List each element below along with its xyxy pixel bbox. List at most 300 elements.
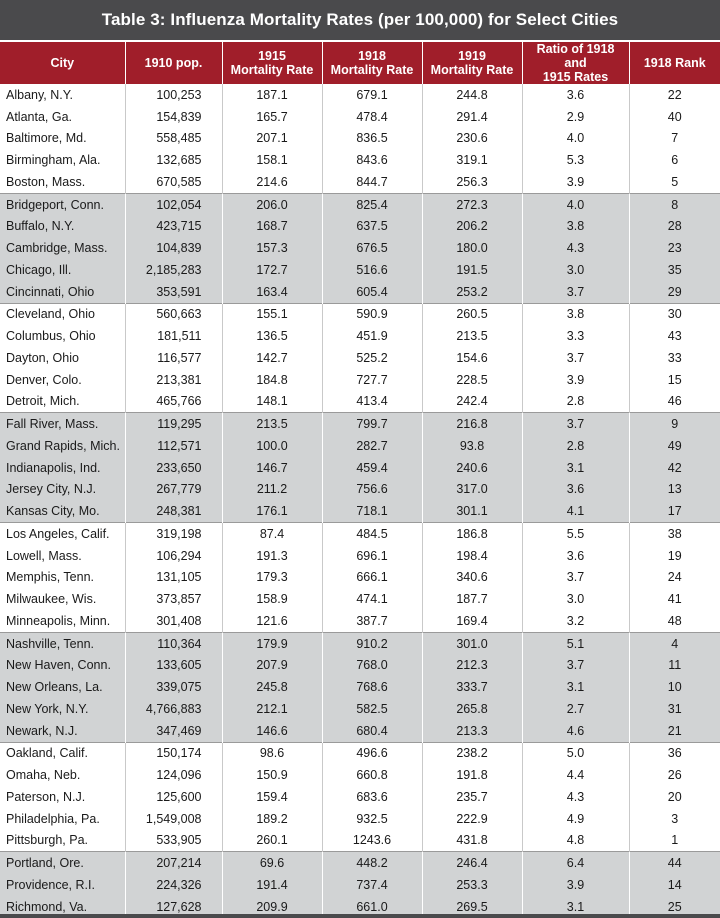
table-row	[0, 676, 720, 698]
ratio-cell: 3.9	[522, 369, 629, 391]
rate-1918-cell: 474.1	[322, 588, 422, 610]
pop-cell: 319,198	[125, 523, 222, 545]
rate-1918-cell: 448.2	[322, 852, 422, 874]
city-cell: Dayton, Ohio	[0, 347, 125, 369]
rank-cell: 14	[629, 874, 720, 896]
rank-cell: 28	[629, 216, 720, 238]
rank-cell: 10	[629, 676, 720, 698]
rate-1918-cell: 637.5	[322, 216, 422, 238]
rank-cell: 44	[629, 852, 720, 874]
rank-cell: 40	[667, 109, 682, 124]
rank-cell: 20	[667, 789, 682, 804]
rate-1915-cell: 142.7	[222, 347, 322, 369]
city-cell: Minneapolis, Minn.	[0, 610, 125, 632]
table-row	[0, 567, 720, 589]
rate-1915-cell: 98.6	[222, 742, 322, 764]
rate-1919-cell: 340.6	[422, 567, 522, 589]
header-ratio	[522, 42, 629, 84]
rate-1919-cell: 431.8	[422, 830, 522, 852]
table-row	[0, 391, 720, 413]
rate-1918-cell: 496.6	[322, 742, 422, 764]
ratio-cell: 3.6	[522, 545, 629, 567]
ratio-cell: 4.6	[522, 720, 629, 742]
rate-1919-cell: 319.1	[422, 149, 522, 171]
header-ratio-line2: 1915 Rates	[542, 70, 609, 84]
ratio-cell: 4.0	[522, 128, 629, 150]
rate-1919-cell: 213.3	[422, 720, 522, 742]
rate-1919-cell: 230.6	[422, 128, 522, 150]
rate-1918-cell: 683.6	[322, 786, 422, 808]
city-cell: New Haven, Conn.	[0, 655, 125, 677]
rate-1919-cell: 93.8	[422, 435, 522, 457]
ratio-cell: 4.8	[522, 830, 629, 852]
header-1915	[222, 42, 322, 84]
rate-1915-cell: 245.8	[222, 676, 322, 698]
pop-cell: 533,905	[125, 830, 222, 852]
rank-cell: 13	[629, 479, 720, 501]
rate-1915-cell: 168.7	[222, 216, 322, 238]
rate-1915-cell: 179.9	[222, 632, 322, 654]
city-cell: Los Angeles, Calif.	[0, 523, 125, 545]
city-cell: Memphis, Tenn.	[0, 567, 125, 589]
city-cell: Indianapolis, Ind.	[0, 457, 125, 479]
rate-1915-cell: 157.3	[222, 237, 322, 259]
rate-1919-cell: 187.7	[422, 588, 522, 610]
pop-cell: 373,857	[125, 588, 222, 610]
rank-cell: 23	[629, 237, 720, 259]
table-row	[0, 435, 720, 457]
rank-cell: 15	[667, 372, 682, 387]
city-cell: Providence, R.I.	[0, 874, 125, 896]
header-row	[0, 42, 720, 84]
pop-cell: 301,408	[125, 610, 222, 632]
rate-1915-cell: 212.1	[222, 698, 322, 720]
ratio-cell: 3.1	[522, 896, 629, 918]
header-1915-year: 1915	[258, 49, 286, 63]
table-row	[0, 545, 720, 567]
pop-cell: 339,075	[125, 676, 222, 698]
rank-cell: 26	[667, 768, 682, 783]
table-row	[0, 610, 720, 632]
rate-1918-cell: 843.6	[322, 149, 422, 171]
pop-cell: 133,605	[125, 655, 222, 677]
rate-1915-cell: 189.2	[222, 808, 322, 830]
rate-1915-cell: 172.7	[222, 259, 322, 281]
rate-1918-cell: 910.2	[322, 632, 422, 654]
pop-cell: 353,591	[125, 281, 222, 303]
ratio-cell: 3.7	[522, 655, 629, 677]
pop-cell: 124,096	[125, 764, 222, 786]
rate-1919-cell: 235.7	[422, 786, 522, 808]
city-cell: Cincinnati, Ohio	[0, 281, 125, 303]
rank-cell: 7	[671, 131, 679, 146]
rank-cell: 35	[629, 259, 720, 281]
pop-cell: 125,600	[125, 786, 222, 808]
pop-cell: 116,577	[125, 347, 222, 369]
ratio-cell: 3.1	[522, 676, 629, 698]
ratio-cell: 4.4	[522, 764, 629, 786]
rate-1919-cell: 333.7	[422, 676, 522, 698]
table-row	[0, 852, 720, 874]
rate-1915-cell: 206.0	[222, 193, 322, 215]
city-cell: Bridgeport, Conn.	[0, 193, 125, 215]
rate-1919-cell: 253.2	[422, 281, 522, 303]
pop-cell: 110,364	[125, 632, 222, 654]
rate-1915-cell: 187.1	[222, 84, 322, 106]
city-cell: Birmingham, Ala.	[0, 149, 125, 171]
rate-1915-cell: 121.6	[222, 610, 322, 632]
table-row	[0, 720, 720, 742]
rate-1919-cell: 228.5	[422, 369, 522, 391]
city-cell: New York, N.Y.	[0, 698, 125, 720]
rate-1918-cell: 718.1	[322, 500, 422, 522]
rank-cell: 21	[629, 720, 720, 742]
city-cell: Grand Rapids, Mich.	[0, 435, 125, 457]
rate-1915-cell: 100.0	[222, 435, 322, 457]
rate-1915-cell: 158.9	[222, 588, 322, 610]
pop-cell: 2,185,283	[125, 259, 222, 281]
pop-cell: 104,839	[125, 237, 222, 259]
rate-1919-cell: 198.4	[422, 545, 522, 567]
table-row	[0, 500, 720, 522]
rate-1918-cell: 666.1	[322, 567, 422, 589]
rate-1918-cell: 825.4	[322, 193, 422, 215]
ratio-cell: 3.8	[522, 303, 629, 325]
table-row	[0, 874, 720, 896]
ratio-cell: 3.1	[522, 457, 629, 479]
city-cell: Chicago, Ill.	[0, 259, 125, 281]
rate-1918-cell: 413.4	[322, 391, 422, 413]
header-1918-year: 1918	[358, 49, 386, 63]
table-row	[0, 303, 720, 325]
city-cell: New Orleans, La.	[0, 676, 125, 698]
table-row	[0, 171, 720, 193]
pop-cell: 132,685	[125, 149, 222, 171]
rate-1918-cell: 282.7	[322, 435, 422, 457]
ratio-cell: 6.4	[522, 852, 629, 874]
rank-cell: 19	[667, 548, 682, 563]
rate-1918-cell: 932.5	[322, 808, 422, 830]
city-cell: Milwaukee, Wis.	[0, 588, 125, 610]
header-1918	[322, 42, 422, 84]
pop-cell: 181,511	[125, 325, 222, 347]
rate-1919-cell: 246.4	[422, 852, 522, 874]
rate-1919-cell: 154.6	[422, 347, 522, 369]
city-cell: Nashville, Tenn.	[0, 632, 125, 654]
rate-1915-cell: 176.1	[222, 500, 322, 522]
table-row	[0, 259, 720, 281]
pop-cell: 207,214	[125, 852, 222, 874]
ratio-cell: 2.8	[522, 391, 629, 413]
table-title: Table 3: Influenza Mortality Rates (per 100,000) for Select Cities	[0, 0, 720, 42]
pop-cell: 106,294	[125, 545, 222, 567]
pop-cell: 560,663	[125, 303, 222, 325]
city-cell: Portland, Ore.	[0, 852, 125, 874]
pop-cell: 119,295	[125, 413, 222, 435]
rate-1919-cell: 169.4	[422, 610, 522, 632]
rank-cell: 11	[629, 655, 720, 677]
rate-1918-cell: 451.9	[322, 325, 422, 347]
ratio-cell: 4.9	[522, 808, 629, 830]
rate-1919-cell: 242.4	[422, 391, 522, 413]
rate-1915-cell: 69.6	[222, 852, 322, 874]
pop-cell: 267,779	[125, 479, 222, 501]
rate-1918-cell: 844.7	[322, 171, 422, 193]
table-row	[0, 106, 720, 128]
city-cell: Fall River, Mass.	[0, 413, 125, 435]
table-body	[0, 84, 720, 918]
rate-1915-cell: 260.1	[222, 830, 322, 852]
ratio-cell: 4.0	[522, 193, 629, 215]
rate-1918-cell: 387.7	[322, 610, 422, 632]
table-row	[0, 457, 720, 479]
table-row	[0, 216, 720, 238]
ratio-cell: 3.2	[522, 610, 629, 632]
ratio-cell: 3.7	[522, 413, 629, 435]
pop-cell: 233,650	[125, 457, 222, 479]
rate-1919-cell: 191.5	[422, 259, 522, 281]
city-cell: Philadelphia, Pa.	[0, 808, 125, 830]
table-row	[0, 128, 720, 150]
table-row	[0, 149, 720, 171]
rate-1915-cell: 207.9	[222, 655, 322, 677]
ratio-cell: 3.7	[522, 347, 629, 369]
rank-cell: 5	[671, 174, 679, 189]
ratio-cell: 3.6	[522, 84, 629, 106]
rank-cell: 33	[667, 350, 682, 365]
rank-cell: 48	[667, 613, 682, 628]
rate-1918-cell: 661.0	[322, 896, 422, 918]
rank-cell: 46	[667, 394, 682, 409]
rate-1915-cell: 163.4	[222, 281, 322, 303]
ratio-cell: 3.0	[522, 588, 629, 610]
pop-cell: 102,054	[125, 193, 222, 215]
rate-1918-cell: 799.7	[322, 413, 422, 435]
pop-cell: 347,469	[125, 720, 222, 742]
rank-cell: 3	[671, 811, 679, 826]
rank-cell: 38	[629, 523, 720, 545]
rate-1918-cell: 768.0	[322, 655, 422, 677]
rank-cell: 8	[629, 193, 720, 215]
header-city: City	[0, 42, 125, 84]
ratio-cell: 3.0	[522, 259, 629, 281]
bottom-rule	[0, 914, 720, 918]
header-1919-label: Mortality Rate	[430, 63, 514, 77]
city-cell: Albany, N.Y.	[0, 84, 125, 106]
rank-cell: 49	[629, 435, 720, 457]
rate-1918-cell: 727.7	[322, 369, 422, 391]
rank-cell: 29	[629, 281, 720, 303]
city-cell: Atlanta, Ga.	[0, 106, 125, 128]
rate-1919-cell: 186.8	[422, 523, 522, 545]
rate-1918-cell: 484.5	[322, 523, 422, 545]
table-row	[0, 237, 720, 259]
ratio-cell: 3.7	[522, 567, 629, 589]
ratio-cell: 2.8	[522, 435, 629, 457]
table-row	[0, 281, 720, 303]
pop-cell: 154,839	[125, 106, 222, 128]
rate-1918-cell: 605.4	[322, 281, 422, 303]
table-row	[0, 742, 720, 764]
rate-1915-cell: 158.1	[222, 149, 322, 171]
rate-1918-cell: 582.5	[322, 698, 422, 720]
rate-1919-cell: 291.4	[422, 106, 522, 128]
rate-1918-cell: 836.5	[322, 128, 422, 150]
rate-1919-cell: 265.8	[422, 698, 522, 720]
city-cell: Pittsburgh, Pa.	[0, 830, 125, 852]
rate-1918-cell: 676.5	[322, 237, 422, 259]
rate-1915-cell: 87.4	[222, 523, 322, 545]
city-cell: Oakland, Calif.	[0, 742, 125, 764]
rate-1919-cell: 256.3	[422, 171, 522, 193]
city-cell: Omaha, Neb.	[0, 764, 125, 786]
table-row	[0, 325, 720, 347]
ratio-cell: 3.6	[522, 479, 629, 501]
ratio-cell: 3.9	[522, 874, 629, 896]
rate-1918-cell: 516.6	[322, 259, 422, 281]
rate-1918-cell: 679.1	[322, 84, 422, 106]
city-cell: Kansas City, Mo.	[0, 500, 125, 522]
ratio-cell: 5.5	[522, 523, 629, 545]
ratio-cell: 3.8	[522, 216, 629, 238]
city-cell: Baltimore, Md.	[0, 128, 125, 150]
rate-1915-cell: 211.2	[222, 479, 322, 501]
header-rank: 1918 Rank	[629, 42, 720, 84]
ratio-cell: 4.3	[522, 786, 629, 808]
pop-cell: 150,174	[125, 742, 222, 764]
rank-cell: 9	[629, 413, 720, 435]
rate-1915-cell: 214.6	[222, 171, 322, 193]
ratio-cell: 2.9	[522, 106, 629, 128]
rate-1915-cell: 146.7	[222, 457, 322, 479]
table-row	[0, 347, 720, 369]
table-row	[0, 369, 720, 391]
header-1918-label: Mortality Rate	[330, 63, 414, 77]
rate-1915-cell: 207.1	[222, 128, 322, 150]
pop-cell: 423,715	[125, 216, 222, 238]
rate-1915-cell: 184.8	[222, 369, 322, 391]
rate-1918-cell: 525.2	[322, 347, 422, 369]
city-cell: Newark, N.J.	[0, 720, 125, 742]
table-row	[0, 84, 720, 106]
pop-cell: 4,766,883	[125, 698, 222, 720]
header-ratio-line1: Ratio of 1918 and	[536, 42, 615, 70]
header-pop: 1910 pop.	[125, 42, 222, 84]
rate-1915-cell: 150.9	[222, 764, 322, 786]
rate-1919-cell: 222.9	[422, 808, 522, 830]
rate-1915-cell: 148.1	[222, 391, 322, 413]
rate-1918-cell: 660.8	[322, 764, 422, 786]
rank-cell: 6	[671, 153, 679, 168]
ratio-cell: 3.9	[522, 171, 629, 193]
rate-1915-cell: 179.3	[222, 567, 322, 589]
rate-1919-cell: 238.2	[422, 742, 522, 764]
table-row	[0, 588, 720, 610]
header-1919-year: 1919	[458, 49, 486, 63]
table-row	[0, 764, 720, 786]
table-row	[0, 193, 720, 215]
ratio-cell: 3.3	[522, 325, 629, 347]
rate-1918-cell: 590.9	[322, 303, 422, 325]
rate-1915-cell: 191.3	[222, 545, 322, 567]
table-row	[0, 786, 720, 808]
rate-1919-cell: 191.8	[422, 764, 522, 786]
rank-cell: 31	[629, 698, 720, 720]
rank-cell: 22	[667, 87, 682, 102]
rank-cell: 4	[629, 632, 720, 654]
table-row	[0, 632, 720, 654]
pop-cell: 248,381	[125, 500, 222, 522]
city-cell: Jersey City, N.J.	[0, 479, 125, 501]
rate-1919-cell: 301.0	[422, 632, 522, 654]
rate-1918-cell: 768.6	[322, 676, 422, 698]
rate-1915-cell: 136.5	[222, 325, 322, 347]
rate-1915-cell: 159.4	[222, 786, 322, 808]
city-cell: Paterson, N.J.	[0, 786, 125, 808]
rate-1918-cell: 756.6	[322, 479, 422, 501]
city-cell: Richmond, Va.	[0, 896, 125, 918]
pop-cell: 112,571	[125, 435, 222, 457]
pop-cell: 670,585	[125, 171, 222, 193]
city-cell: Cambridge, Mass.	[0, 237, 125, 259]
rank-cell: 41	[667, 592, 682, 607]
table-row	[0, 808, 720, 830]
table-row	[0, 655, 720, 677]
rate-1919-cell: 317.0	[422, 479, 522, 501]
ratio-cell: 4.1	[522, 500, 629, 522]
rate-1919-cell: 260.5	[422, 303, 522, 325]
rate-1919-cell: 216.8	[422, 413, 522, 435]
ratio-cell: 5.1	[522, 632, 629, 654]
rank-cell: 24	[667, 570, 682, 585]
city-cell: Denver, Colo.	[0, 369, 125, 391]
pop-cell: 213,381	[125, 369, 222, 391]
pop-cell: 131,105	[125, 567, 222, 589]
rate-1918-cell: 459.4	[322, 457, 422, 479]
mortality-table	[0, 42, 720, 918]
rank-cell: 17	[629, 500, 720, 522]
pop-cell: 100,253	[125, 84, 222, 106]
rate-1919-cell: 244.8	[422, 84, 522, 106]
rate-1915-cell: 165.7	[222, 106, 322, 128]
pop-cell: 465,766	[125, 391, 222, 413]
ratio-cell: 3.7	[522, 281, 629, 303]
pop-cell: 1,549,008	[125, 808, 222, 830]
ratio-cell: 4.3	[522, 237, 629, 259]
ratio-cell: 2.7	[522, 698, 629, 720]
city-cell: Lowell, Mass.	[0, 545, 125, 567]
ratio-cell: 5.3	[522, 149, 629, 171]
rank-cell: 1	[671, 833, 679, 848]
rate-1919-cell: 206.2	[422, 216, 522, 238]
rate-1915-cell: 213.5	[222, 413, 322, 435]
rate-1915-cell: 155.1	[222, 303, 322, 325]
rate-1918-cell: 737.4	[322, 874, 422, 896]
rank-cell: 43	[667, 329, 682, 344]
table-row	[0, 830, 720, 852]
rate-1915-cell: 191.4	[222, 874, 322, 896]
rank-cell: 25	[629, 896, 720, 918]
ratio-cell: 5.0	[522, 742, 629, 764]
header-1915-label: Mortality Rate	[230, 63, 314, 77]
table-row	[0, 413, 720, 435]
pop-cell: 127,628	[125, 896, 222, 918]
table-row	[0, 523, 720, 545]
rate-1918-cell: 1243.6	[322, 830, 422, 852]
table-row	[0, 698, 720, 720]
rank-cell: 30	[629, 303, 720, 325]
rate-1919-cell: 253.3	[422, 874, 522, 896]
